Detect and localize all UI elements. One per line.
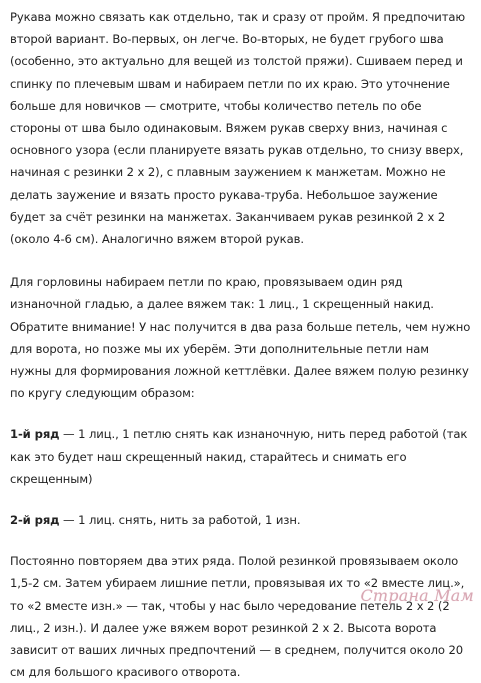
row-2-label: 2-й ряд bbox=[10, 513, 60, 528]
article-body bbox=[10, 6, 472, 683]
paragraph-collar: Постоянно повторяем два этих ряда. Полой резинкой провязываем около 1,5-2 см. Затем убираем лишние петли, провязывая их то «2 вместе лиц.», то «2 вместе изн.» — так, чтобы у нас было чередование петель 2 х 2 (2 лиц., 2 изн.). И далее уже вяжем ворот резинкой 2 х 2. Высота ворота зависит от ваших личных предпочтений — в среднем, получится около 20 см для большого красивого отворота. bbox=[10, 554, 465, 680]
row-2-text: — 1 лиц. снять, нить за работой, 1 изн. bbox=[59, 513, 301, 528]
row-2-instruction bbox=[10, 509, 472, 531]
site-watermark: Страна Мам bbox=[360, 586, 474, 605]
paragraph-neckline: Для горловины набираем петли по краю, провязываем один ряд изнаночной гладью, а далее вяжем так: 1 лиц., 1 скрещенный накид. Обратите внимание! У нас получится в два раза больше петель, чем нужно для ворота, но позже мы их уберём. Эти дополнительные петли нам нужны для формирования ложной кеттлёвки. Далее вяжем полую резинку по кругу следующим образом: bbox=[10, 275, 471, 401]
paragraph-sleeves: Рукава можно связать как отдельно, так и сразу от пройм. Я предпочитаю второй вариант. Во-первых, он легче. Во-вторых, не будет грубого шва (особенно, это актуально для вещей из толстой пряжи). Сшиваем перед и спинку по плечевым швам и набираем петли по их краю. Это уточнение больше для новичков — смотрите, чтобы количество петель по обе стороны от шва было одинаковым. Вяжем рукав сверху вниз, начиная с основного узора (если планируете вязать рукав отдельно, то снизу вверх, начиная с резинки 2 х 2), с плавным заужением к манжетам. Можно не делать заужение и вязать просто рукава-труба. Небольшое заужение будет за счёт резинки на манжетах. Заканчиваем рукав резинкой 2 х 2 (около 4-6 см). Аналогично вяжем второй рукав. bbox=[10, 10, 466, 247]
row-1-text: — 1 лиц., 1 петлю снять как изнаночную, нить перед работой (так как это будет наш скрещенный накид, старайтесь и снимать его скрещенным) bbox=[10, 427, 468, 486]
row-1-instruction bbox=[10, 423, 472, 490]
row-1-label: 1-й ряд bbox=[10, 427, 60, 442]
